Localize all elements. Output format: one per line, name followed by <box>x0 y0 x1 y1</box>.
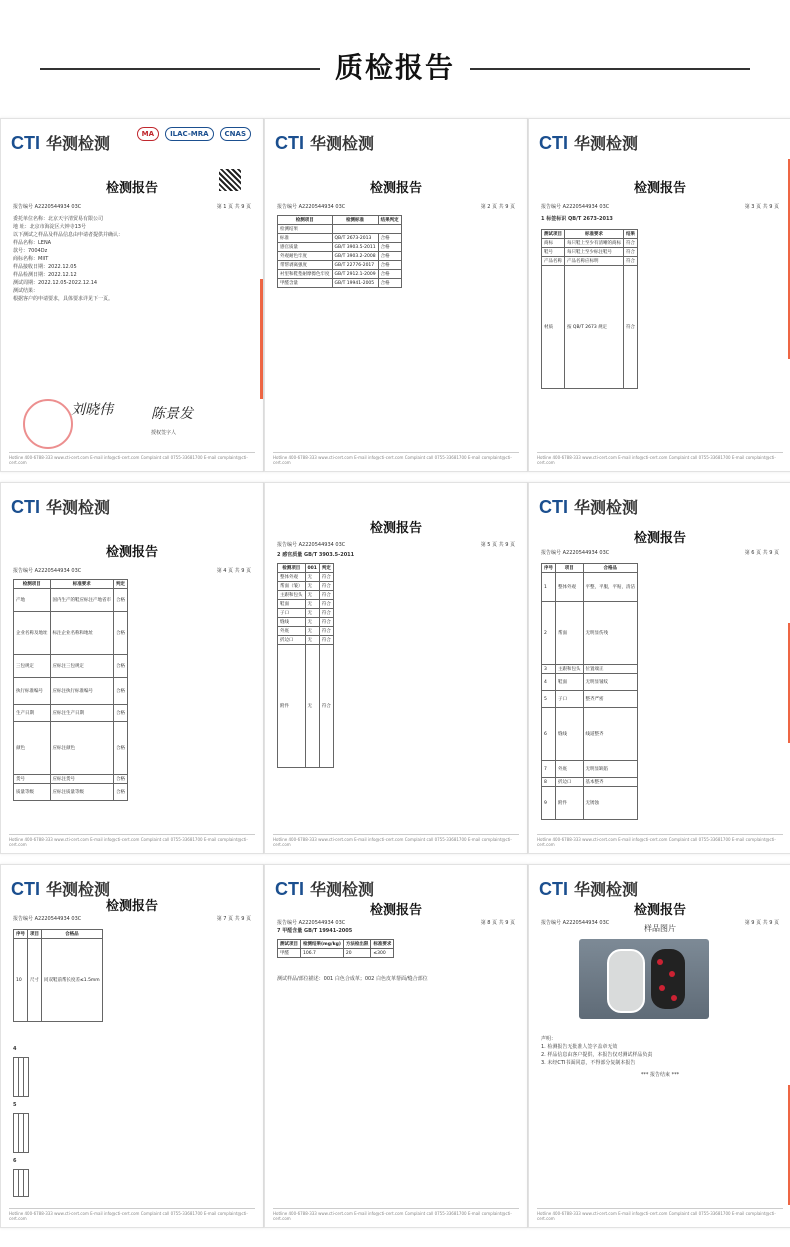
report-page-8 <box>264 864 528 1228</box>
table-row: 检测结果 <box>278 225 402 234</box>
ma-mark: MA <box>137 127 159 141</box>
table-row <box>14 1114 29 1153</box>
report-page-3 <box>528 118 790 472</box>
sheet-title: 检测报告 <box>633 903 686 918</box>
table-row: 商标 每只鞋上至少有清晰的商标 符合 <box>542 239 638 248</box>
table-row: 质量等级 应标注质量等级 合格 <box>14 784 128 801</box>
page-title: 质检报告 <box>334 51 455 84</box>
sheet-footer: Hotline 400-6788-333 www.cti-cert.com E-mail info@cti-cert.com Complaint call 0755-33681700 E-mail complaint@cti-cert.com <box>537 452 783 465</box>
label-table <box>13 579 128 801</box>
table-row: 主跟和包头 无 符合 <box>278 591 334 600</box>
table-row: 3 主跟和包头 位置端正 <box>542 665 638 674</box>
table-row: 8 折边口 基本整齐 <box>542 778 638 787</box>
statement: 声明： 1. 检测报告无批准人签字盖章无效 2. 样品信息由客户提供，本报告仅对测试样品负责 3. 未经CTI书面同意，不得部分复制本报告 <box>541 1036 653 1066</box>
table-row: 甲醛 106.7 20 ≤300 <box>278 949 394 958</box>
table-row <box>14 1170 29 1197</box>
sheet-title: 检测报告 <box>633 531 686 546</box>
standard-table <box>541 563 638 820</box>
edge-marker <box>260 279 263 399</box>
cti-logo: CTI 华测检测 <box>539 497 639 517</box>
sheet-meta: 报告编号 A2220544934 03C 第 3 页 共 9 页 <box>541 204 779 210</box>
sheet-footer: Hotline 400-6788-333 www.cti-cert.com E-mail info@cti-cert.com Complaint call 0755-33681700 E-mail complaint@cti-cert.com <box>9 834 255 847</box>
table-row: 测试项目 检测结果(mg/kg) 方法检出限 标准要求 <box>278 940 394 949</box>
sheet-footer: Hotline 400-6788-333 www.cti-cert.com E-mail info@cti-cert.com Complaint call 0755-33681700 E-mail complaint@cti-cert.com <box>273 1208 519 1221</box>
table-row: 感官质量 GB/T 3903.5-2011 合格 <box>278 243 402 252</box>
section-heading: 1 标签标识 QB/T 2673-2013 <box>541 216 613 222</box>
shoe-sole-view <box>651 949 685 1009</box>
table-row: 产地 国内生产的鞋应标注产地省市 合格 <box>14 589 128 612</box>
sheet-footer: Hotline 400-6788-333 www.cti-cert.com E-mail info@cti-cert.com Complaint call 0755-33681700 E-mail complaint@cti-cert.com <box>9 452 255 465</box>
table-row: 颜色 应标注颜色 合格 <box>14 722 128 775</box>
table-row: 缝线 无 符合 <box>278 618 334 627</box>
table-row: 标准 QB/T 2673-2013 合格 <box>278 234 402 243</box>
sheet-meta: 报告编号 A2220544934 03C 第 9 页 共 9 页 <box>541 920 779 926</box>
title-rule-right <box>470 68 750 70</box>
table-row: 企业名称及地址 标注企业名称和地址 合格 <box>14 612 128 655</box>
sheet-meta: 报告编号 A2220544934 03C 第 4 页 共 9 页 <box>13 568 251 574</box>
table-row: 序号 项目 合格品 <box>542 564 638 573</box>
section-heading: 7 甲醛含量 GB/T 19941-2005 <box>277 928 353 934</box>
table-row: 帮面（皱） 无 符合 <box>278 582 334 591</box>
sheet-title: 检测报告 <box>369 181 422 196</box>
cti-logo: CTI 华测检测 <box>11 879 111 899</box>
sheet-footer: Hotline 400-6788-333 www.cti-cert.com E-mail info@cti-cert.com Complaint call 0755-33681700 E-mail complaint@cti-cert.com <box>273 834 519 847</box>
sheet-meta: 报告编号 A2220544934 03C 第 6 页 共 9 页 <box>541 550 779 556</box>
table-row: 执行标准编号 应标注执行标准编号 合格 <box>14 678 128 705</box>
table-row: 2 帮面 无明显伤残 <box>542 602 638 665</box>
table-row: 检测项目 检测标准 结果判定 <box>278 216 402 225</box>
page-header <box>0 0 790 100</box>
sensory-table <box>277 563 334 768</box>
sheet-meta: 报告编号 A2220544934 03C 第 7 页 共 9 页 <box>13 916 251 922</box>
table-row: 测试项目 标准要求 结果 <box>542 230 638 239</box>
sheet-title: 检测报告 <box>105 181 158 196</box>
size-table <box>13 929 103 1022</box>
signature-1: 刘晓伟 <box>71 402 113 418</box>
formaldehyde-table <box>277 939 394 958</box>
report-page-9 <box>528 864 790 1228</box>
signature-2: 陈景发 <box>151 406 193 422</box>
sheet-meta: 报告编号 A2220544934 03C 第 8 页 共 9 页 <box>277 920 515 926</box>
section-heading: 6 <box>13 1158 17 1164</box>
report-page-4 <box>0 482 264 854</box>
section-heading: 2 感官质量 GB/T 3903.5-2011 <box>277 552 355 558</box>
table-row: 折边口 无 符合 <box>278 636 334 645</box>
report-page-6 <box>528 482 790 854</box>
table-row: 附件 无 符合 <box>278 645 334 768</box>
table-row: 产品名称 产品名称应标明 符合 <box>542 257 638 266</box>
table-row: 鞋号 每只鞋上至少标注鞋号 符合 <box>542 248 638 257</box>
shoe-top-view <box>607 949 645 1013</box>
report-page-2 <box>264 118 528 472</box>
label-table <box>541 229 638 389</box>
photo-title: 样品图片 <box>644 924 676 933</box>
cti-logo: CTI 华测检测 <box>11 497 111 517</box>
table-row: 甲醛含量 GB/T 19941-2005 合格 <box>278 279 402 288</box>
table-row: 5 子口 整齐严密 <box>542 691 638 708</box>
report-end: *** 报告结束 *** <box>640 1072 680 1078</box>
table-row <box>14 1058 29 1097</box>
sheet-footer: Hotline 400-6788-333 www.cti-cert.com E-mail info@cti-cert.com Complaint call 0755-33681700 E-mail complaint@cti-cert.com <box>9 1208 255 1221</box>
cert-marks <box>137 127 251 141</box>
table-row: 7 外底 无明显缺陷 <box>542 761 638 778</box>
table-row: 序号 项目 合格品 <box>14 930 103 939</box>
client-info: 委托单位名称：北京天宇清贸易有限公司 地 址：北京市海淀区大钟寺13号 以下测试之样品及样品信息由申请者提供并确认： 样品名称：LENA 款号：7004Dz 商标名称：MIIT 样品接收日期：2022.12.05 样品检测日期：2022.12.12 测试周期：2022.12.05-2022.12.14 测试结果： 根据客户的申请要求，具体要求详见下一页。 <box>13 216 124 302</box>
table-row: 检测项目 001 判定 <box>278 564 334 573</box>
wear-table <box>13 1057 29 1097</box>
sample-photo <box>579 939 709 1019</box>
cti-logo: CTI 华测检测 <box>539 133 639 153</box>
cti-logo: CTI 华测检测 <box>275 133 375 153</box>
cnas-mark: CNAS <box>220 127 251 141</box>
table-row: 1 整体外观 平整，平服，平贴，清洁 <box>542 573 638 602</box>
peel-table <box>13 1113 29 1153</box>
sheet-title: 检测报告 <box>105 899 158 914</box>
cti-logo: CTI 华测检测 <box>275 879 375 899</box>
sheet-meta: 报告编号 A2220544934 03C 第 2 页 共 9 页 <box>277 204 515 210</box>
report-page-5 <box>264 482 528 854</box>
table-row: 生产日期 应标注生产日期 合格 <box>14 705 128 722</box>
sheet-title: 检测报告 <box>369 521 422 536</box>
ilac-mark: ILAC-MRA <box>165 127 213 141</box>
table-row: 三包规定 应标注三包规定 合格 <box>14 655 128 678</box>
table-row: 衬里和鞋垫耐摩擦色牢度 GB/T 2912.1-2009 合格 <box>278 270 402 279</box>
table-row: 6 缝线 线道整齐 <box>542 708 638 761</box>
title-rule-left <box>40 68 320 70</box>
table-row: 外底 无 符合 <box>278 627 334 636</box>
table-row: 9 附件 无锈蚀 <box>542 787 638 820</box>
rub-table <box>13 1169 29 1197</box>
cti-logo: CTI 华测检测 <box>11 133 111 153</box>
sheet-footer: Hotline 400-6788-333 www.cti-cert.com E-mail info@cti-cert.com Complaint call 0755-33681700 E-mail complaint@cti-cert.com <box>537 1208 783 1221</box>
table-row: 子口 无 符合 <box>278 609 334 618</box>
table-row: 检测项目 标准要求 判定 <box>14 580 128 589</box>
sheet-title: 检测报告 <box>633 181 686 196</box>
table-row: 外观耐色牢度 GB/T 3903.2-2008 合格 <box>278 252 402 261</box>
table-row: 10 尺寸 同双鞋前帮长度差≤1.5mm <box>14 939 103 1022</box>
table-row: 整体外观 无 符合 <box>278 573 334 582</box>
section-heading: 5 <box>13 1102 17 1108</box>
sheet-footer: Hotline 400-6788-333 www.cti-cert.com E-mail info@cti-cert.com Complaint call 0755-33681700 E-mail complaint@cti-cert.com <box>537 834 783 847</box>
table-row: 带帮剥离强度 GB/T 22776-2017 合格 <box>278 261 402 270</box>
cti-logo: CTI 华测检测 <box>539 879 639 899</box>
table-row: 材质 按 QB/T 2673 规定 符合 <box>542 266 638 389</box>
sheet-meta: 报告编号 A2220544934 03C 第 5 页 共 9 页 <box>277 542 515 548</box>
report-page-1 <box>0 118 264 472</box>
signature-caption: 授权签字人 <box>151 430 177 436</box>
sheet-footer: Hotline 400-6788-333 www.cti-cert.com E-mail info@cti-cert.com Complaint call 0755-33681700 E-mail complaint@cti-cert.com <box>273 452 519 465</box>
sheet-title: 检测报告 <box>105 545 158 560</box>
sheet-title: 检测报告 <box>369 903 422 918</box>
table-row: 鞋面 无 符合 <box>278 600 334 609</box>
red-seal <box>23 399 73 449</box>
results-table <box>277 215 402 288</box>
section-heading: 4 <box>13 1046 17 1052</box>
report-page-7 <box>0 864 264 1228</box>
table-row: 货号 应标注货号 合格 <box>14 775 128 784</box>
table-row: 4 鞋面 无明显皱纹 <box>542 674 638 691</box>
sample-description: 测试样品/部位描述：001 白色合成革；002 白色皮革帮面/缝合部位 <box>277 976 428 982</box>
sheet-meta: 报告编号 A2220544934 03C 第 1 页 共 9 页 <box>13 204 251 210</box>
